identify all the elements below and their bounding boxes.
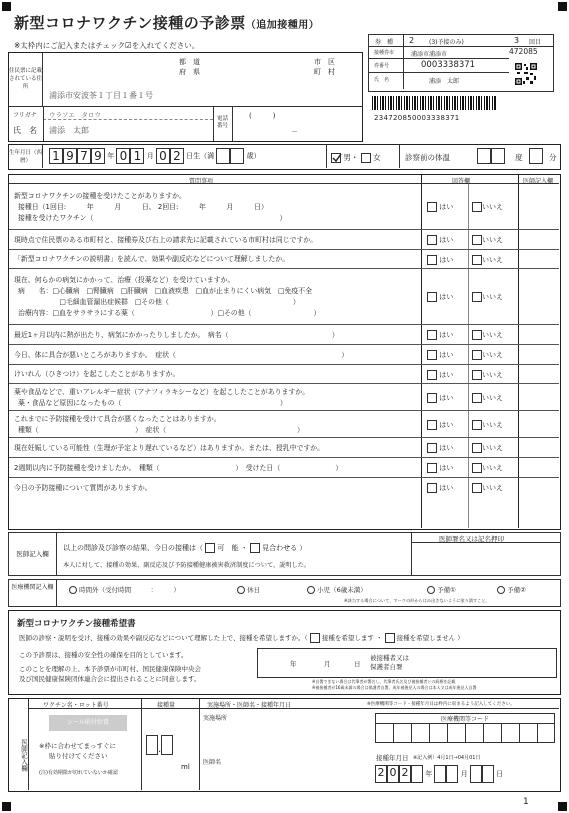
temperature-decimal[interactable] xyxy=(529,148,543,164)
holder-name: 浦添 太郎 xyxy=(429,78,460,85)
place-header: 実施場所・医師名・接種年月日 xyxy=(207,702,292,709)
yes-checkbox[interactable] xyxy=(427,443,437,453)
sticker-area[interactable]: シール貼付位置 xyxy=(49,715,127,731)
barcode-number: 234720850003338371 xyxy=(374,114,460,122)
barcode-icon xyxy=(372,96,497,110)
ticket-type-note: (3)予接のみ) xyxy=(429,39,464,46)
phone-label: 電話番号 xyxy=(217,116,229,129)
birth-day-digit[interactable]: 0 xyxy=(156,148,170,164)
consent-yes-label: 接種を希望します xyxy=(321,634,374,642)
no-checkbox[interactable] xyxy=(472,292,482,302)
no-checkbox[interactable] xyxy=(472,330,482,340)
qr-code-icon xyxy=(514,62,538,86)
clinic-options-row xyxy=(8,579,561,607)
clinic-label: 医療機関記入欄 xyxy=(9,580,57,606)
female-label: 女 xyxy=(373,153,381,162)
birth-month-digit[interactable]: 1 xyxy=(130,148,144,164)
yes-label: はい xyxy=(439,444,454,452)
yes-checkbox[interactable] xyxy=(427,255,437,265)
reserve2-radio[interactable] xyxy=(497,586,505,594)
no-label: いいえ xyxy=(482,421,503,429)
female-checkbox[interactable] xyxy=(361,153,371,163)
question-row xyxy=(9,269,559,325)
question-row xyxy=(9,411,559,438)
month-label: 月 xyxy=(324,660,331,668)
no-checkbox[interactable] xyxy=(472,255,482,265)
record-month-digit[interactable] xyxy=(434,765,446,783)
ticket-type-value: 2 xyxy=(409,36,415,45)
no-checkbox[interactable] xyxy=(472,393,482,403)
decimal-label: 分 xyxy=(549,153,557,162)
vaccination-record-box: 医師記入欄 ワクチン名・ロット番号 接種量 実施場所・医師名・接種年月日 ※医療機関等コード・接種年月日は枠内に収まるよう記入してください。 シール貼付位置 ※枠に合わせてまっすぐに 貼り付けてください (注)有効期限が切れていないか確認 . ml 実施場所 医師名 医療機関等コード 接種年月日 ※記入例）4月1日→04月01日 2 0 2 年 月 日 xyxy=(8,698,561,792)
paren-close: ） xyxy=(457,634,464,642)
signature-box[interactable] xyxy=(257,648,557,678)
question-text: 薬・食品など原因になったもの（ ） xyxy=(18,398,287,407)
clinic-code-field[interactable] xyxy=(376,724,554,742)
male-label: 男・ xyxy=(343,153,359,162)
expiry-note: (注)有効期限が切れていないか確認 xyxy=(39,770,118,776)
issuer-label: 接種券市 xyxy=(374,50,395,56)
page-title xyxy=(14,12,319,33)
registration-mark xyxy=(558,2,567,11)
separator: ・ xyxy=(240,544,248,552)
sticker-note-1: ※枠に合わせてまっすぐに xyxy=(39,742,116,750)
yes-checkbox[interactable] xyxy=(427,235,437,245)
yes-label: はい xyxy=(439,331,454,339)
sticker-note-2: 貼り付けてください xyxy=(49,752,108,760)
paren-close: ） xyxy=(299,544,307,552)
issuer-city: 浦添市浦添市 xyxy=(411,51,448,58)
question-row xyxy=(9,458,559,478)
degree-label: 度 xyxy=(515,153,523,162)
no-label: いいえ xyxy=(482,371,503,379)
no-label: いいえ xyxy=(482,331,503,339)
yes-checkbox[interactable] xyxy=(427,420,437,430)
doctor-column-header: 医師記入欄 xyxy=(523,178,554,185)
question-text: 接種を受けたワクチン（ ） xyxy=(18,213,287,222)
doctor-signature-label: 医師署名又は記名押印 xyxy=(439,535,504,543)
question-row xyxy=(9,250,559,269)
judgment-defer-label: 見合わせる xyxy=(262,544,298,552)
furigana-field[interactable]: ウラソエ タロウ xyxy=(49,111,101,119)
question-row xyxy=(9,345,559,365)
birth-row xyxy=(8,144,561,170)
record-day-digit[interactable] xyxy=(470,765,482,783)
city-label-bottom: 町 村 xyxy=(314,68,335,76)
reserve1-label: 予備① xyxy=(437,586,456,594)
record-year-digit: 2 xyxy=(375,765,387,783)
dose-label: 回目 xyxy=(529,39,542,46)
no-checkbox[interactable] xyxy=(472,443,482,453)
yes-checkbox[interactable] xyxy=(427,292,437,302)
question-row xyxy=(9,438,559,458)
record-note: ※医療機関等コード・接種年月日は枠内に収まるよう記入してください。 xyxy=(367,702,515,707)
question-text: 種類（ ） 症状（ ） xyxy=(18,425,304,434)
clinic-note: ※該当する場合について、マークの形からはみ出さないように塗り潰すこと。 xyxy=(344,598,490,603)
yes-label: はい xyxy=(439,256,454,264)
question-text: 最近1ヶ月以内に熱が出たり、病気にかかったりしましたか。 病名（ ） xyxy=(14,330,339,339)
yes-label: はい xyxy=(439,371,454,379)
dose-amount-digit[interactable] xyxy=(161,735,173,755)
day-label: 日 xyxy=(354,660,361,668)
consent-box xyxy=(8,610,561,695)
after-hours-radio[interactable] xyxy=(69,586,77,594)
date-label: 接種年月日 xyxy=(376,754,409,762)
no-label: いいえ xyxy=(482,293,503,301)
question-text: けいれん（ひきつけ）を起こしたことがありますか。 xyxy=(14,370,180,378)
record-year-digit: 2 xyxy=(399,765,411,783)
question-text: これまでに予防接種を受けて具合が悪くなったことはありますか。 xyxy=(14,414,221,423)
doctor-name-label: 医師名 xyxy=(203,759,222,766)
birth-day-digit[interactable]: 2 xyxy=(170,148,184,164)
no-checkbox[interactable] xyxy=(472,350,482,360)
consent-no-label: 接種を希望しません xyxy=(396,634,456,642)
registration-mark xyxy=(2,802,11,811)
ticket-type-label: 券 種 xyxy=(375,39,394,46)
signature-note-1: ※自署できない場合は代筆者が署名し、代筆者氏名及び被接種者との続柄を記載 xyxy=(312,679,456,684)
question-text: 今日の予防接種について質問がありますか。 xyxy=(14,483,152,492)
record-day-digit[interactable] xyxy=(482,765,494,783)
question-text: 病 名：□心臓病 □腎臓病 □肝臓病 □血液疾患 □血が止まりにくい病気 □免疫不全 xyxy=(18,287,313,295)
question-text: 現在、何らかの病気にかかって、治療（投薬など）を受けていますか。 xyxy=(14,276,235,284)
furigana-label: フリガナ xyxy=(13,112,37,119)
male-checkbox[interactable] xyxy=(331,153,341,163)
question-row xyxy=(9,478,559,498)
child-label: 小児（6歳未満） xyxy=(317,586,367,594)
no-label: いいえ xyxy=(482,394,503,402)
child-radio[interactable] xyxy=(307,586,315,594)
signature-note-2: ※被接種者が16歳未満の場合は保護者自署、成年被後見人の場合は本人又は成年後見人自署 xyxy=(312,685,477,690)
consent-agree-line2: 及び国民健康保険団体連合会に提出されることに同意します。 xyxy=(19,675,201,683)
issuer-code: 472085 xyxy=(509,47,538,56)
question-text: 2週間以内に予防接種を受けましたか。 種類（ ） 受けた日（ ） xyxy=(14,463,343,472)
birth-year-digit[interactable]: 9 xyxy=(63,148,77,164)
no-label: いいえ xyxy=(482,236,503,244)
yes-checkbox[interactable] xyxy=(427,350,437,360)
place-label: 実施場所 xyxy=(203,715,228,722)
consent-yes-checkbox[interactable] xyxy=(310,633,320,643)
phone-area-code[interactable]: ( ) xyxy=(249,112,276,120)
judgment-ok-checkbox[interactable] xyxy=(205,543,215,553)
question-row xyxy=(9,384,559,411)
address-label: 住民票に記載されている住所 xyxy=(9,53,43,107)
question-text: 薬や食品などで、重いアレルギー症状（アナフィラキシーなど）を起こしたことがありますか。 xyxy=(14,387,310,396)
yes-label: はい xyxy=(439,394,454,402)
signer-label-2: 保護者自署 xyxy=(370,663,403,671)
birthdate-label: 生年月日（西暦） xyxy=(9,145,43,168)
birth-year-digit[interactable]: 9 xyxy=(91,148,105,164)
page-number: 1 xyxy=(523,797,529,807)
title-suffix: （追加接種用） xyxy=(245,20,320,31)
age-label: 歳） xyxy=(246,152,261,160)
questions-header: 質問事項 xyxy=(189,178,214,185)
question-text: 今日、体に具合が悪いところがありますか。 症状（ ） xyxy=(14,350,349,359)
yes-label: はい xyxy=(439,421,454,429)
question-text: □毛細血管漏出症候群 □その他（ ） xyxy=(18,298,300,306)
year-label: 年 xyxy=(290,660,297,668)
doctor-judgment-box xyxy=(8,532,561,576)
lot-header: ワクチン名・ロット番号 xyxy=(43,702,109,709)
consent-title: 新型コロナワクチン接種希望書 xyxy=(17,619,136,629)
holiday-radio[interactable] xyxy=(237,586,245,594)
yes-checkbox[interactable] xyxy=(427,370,437,380)
record-month-digit[interactable] xyxy=(446,765,458,783)
reserve1-radio[interactable] xyxy=(427,586,435,594)
month-label: 月 xyxy=(146,152,154,160)
no-checkbox[interactable] xyxy=(472,420,482,430)
temperature-digit[interactable] xyxy=(477,148,491,164)
question-text: 現在妊娠している可能性（生理が予定より遅れているなど）はありますか。または、授乳中ですか。 xyxy=(14,443,325,452)
yes-label: はい xyxy=(439,351,454,359)
ml-unit: ml xyxy=(181,763,190,771)
title-text: 新型コロナワクチン接種の予診票 xyxy=(14,14,246,32)
doctor-signature-field[interactable] xyxy=(413,545,558,573)
doctor-box-label: 医師記入欄 xyxy=(9,533,57,575)
year-label: 年 xyxy=(107,152,115,160)
temperature-label: 診察前の体温 xyxy=(405,153,450,162)
question-text: 「新型コロナワクチンの説明書」を読んで、効果や副反応などについて理解しましたか。 xyxy=(14,255,290,263)
year-label: 年 xyxy=(425,770,433,778)
holiday-label: 休日 xyxy=(247,586,261,594)
birth-month-digit[interactable]: 0 xyxy=(116,148,130,164)
consent-no-checkbox[interactable] xyxy=(385,633,395,643)
clinic-code-label: 医療機関等コード xyxy=(376,714,554,724)
answers-header: 回答欄 xyxy=(452,178,471,185)
registration-mark xyxy=(558,802,567,811)
yes-checkbox[interactable] xyxy=(427,202,437,212)
no-checkbox[interactable] xyxy=(472,202,482,212)
consent-agree-line1: このことを理解の上、本予診票が市町村、国民健康保険中央会 xyxy=(19,665,201,673)
day-label: 日生（満 xyxy=(186,152,215,160)
birth-year-digit[interactable]: 7 xyxy=(77,148,91,164)
record-side-label: 医師記入欄 xyxy=(9,699,29,790)
separator: ・ xyxy=(375,634,383,642)
ticket-number-label: 券番号 xyxy=(374,63,390,69)
yes-label: はい xyxy=(439,236,454,244)
signer-label-1: 被接種者又は xyxy=(370,654,409,662)
question-text: 新型コロナワクチンの接種を受けたことがありますか。 xyxy=(14,191,186,200)
instruction-text: ※太枠内にご記入またはチェック☑を入れてください。 xyxy=(14,41,200,50)
holder-name-label: 氏 名 xyxy=(374,77,390,83)
no-checkbox[interactable] xyxy=(472,370,482,380)
question-row xyxy=(9,184,559,230)
no-label: いいえ xyxy=(482,203,503,211)
clinic-code-box xyxy=(375,713,555,743)
age-digit[interactable] xyxy=(230,148,244,164)
yes-checkbox[interactable] xyxy=(427,330,437,340)
no-checkbox[interactable] xyxy=(472,235,482,245)
day-label: 日 xyxy=(496,770,504,778)
registration-mark xyxy=(2,2,11,11)
personal-info-box xyxy=(8,52,363,142)
no-label: いいえ xyxy=(482,464,503,472)
question-row xyxy=(9,365,559,384)
consent-purpose: この予診票は、接種の安全性の確保を目的としています。 xyxy=(19,651,188,659)
dose-amount-digit[interactable] xyxy=(146,735,158,755)
judgment-text: 以上の問診及び診察の結果、今日の接種は（ xyxy=(63,544,203,552)
yes-checkbox[interactable] xyxy=(427,393,437,403)
question-text: 現時点で住民票のある市町村と、接種券及び右上の請求先に記載されている市町村は同じですか。 xyxy=(14,235,318,244)
prefecture-label-bottom: 府 県 xyxy=(179,68,200,76)
yes-checkbox[interactable] xyxy=(427,463,437,473)
no-label: いいえ xyxy=(482,444,503,452)
date-note: ※記入例）4月1日→04月01日 xyxy=(413,755,481,761)
reserve2-label: 予備② xyxy=(507,586,526,594)
record-year-digit: 0 xyxy=(387,765,399,783)
yes-label: はい xyxy=(439,293,454,301)
question-row xyxy=(9,325,559,345)
judgment-defer-checkbox[interactable] xyxy=(250,543,260,553)
no-label: いいえ xyxy=(482,351,503,359)
age-digit[interactable] xyxy=(216,148,230,164)
consent-question: 医師の診察・説明を受け、接種の効果や副反応などについて理解した上で、接種を希望しますか。（ xyxy=(19,634,308,642)
no-checkbox[interactable] xyxy=(472,463,482,473)
question-text: 接種日（1回目: 年 月 日、 2回目: 年 月 日） xyxy=(18,202,268,211)
question-text: 治療内容：□血をサラサラにする薬（ ）□その他（ ） xyxy=(18,309,321,317)
ticket-number: 0003338371 xyxy=(421,60,476,70)
yes-label: はい xyxy=(439,484,454,492)
temperature-digit[interactable] xyxy=(491,148,505,164)
month-label: 月 xyxy=(460,770,468,778)
no-label: いいえ xyxy=(482,256,503,264)
ticket-info-box xyxy=(368,34,554,92)
yes-label: はい xyxy=(439,203,454,211)
address-field[interactable]: 浦添市安波茶１丁目１番１号 xyxy=(49,91,153,100)
phone-number-field[interactable]: － xyxy=(291,128,298,136)
question-row xyxy=(9,230,559,250)
questionnaire-table xyxy=(8,174,561,530)
yes-checkbox[interactable] xyxy=(427,483,437,493)
no-checkbox[interactable] xyxy=(472,483,482,493)
explanation-text: 本人に対して、接種の効果、副反応及び予防接種健康被害救済制度について、説明した。 xyxy=(63,562,311,569)
prefecture-label-top: 都 道 xyxy=(179,58,200,66)
city-label-top: 市 区 xyxy=(314,58,335,66)
amount-header: 接種量 xyxy=(157,702,176,709)
name-label: 氏 名 xyxy=(13,126,37,135)
record-year-digit[interactable] xyxy=(411,765,423,783)
after-hours-label: 時間外（受付時間 ： ） xyxy=(79,586,180,594)
dose-number: 3 xyxy=(514,36,520,45)
judgment-ok-label: 可 能 xyxy=(217,544,239,552)
yes-label: はい xyxy=(439,464,454,472)
birth-year-digit[interactable]: 1 xyxy=(49,148,63,164)
name-field[interactable]: 浦添 太郎 xyxy=(49,126,89,135)
no-label: いいえ xyxy=(482,484,503,492)
